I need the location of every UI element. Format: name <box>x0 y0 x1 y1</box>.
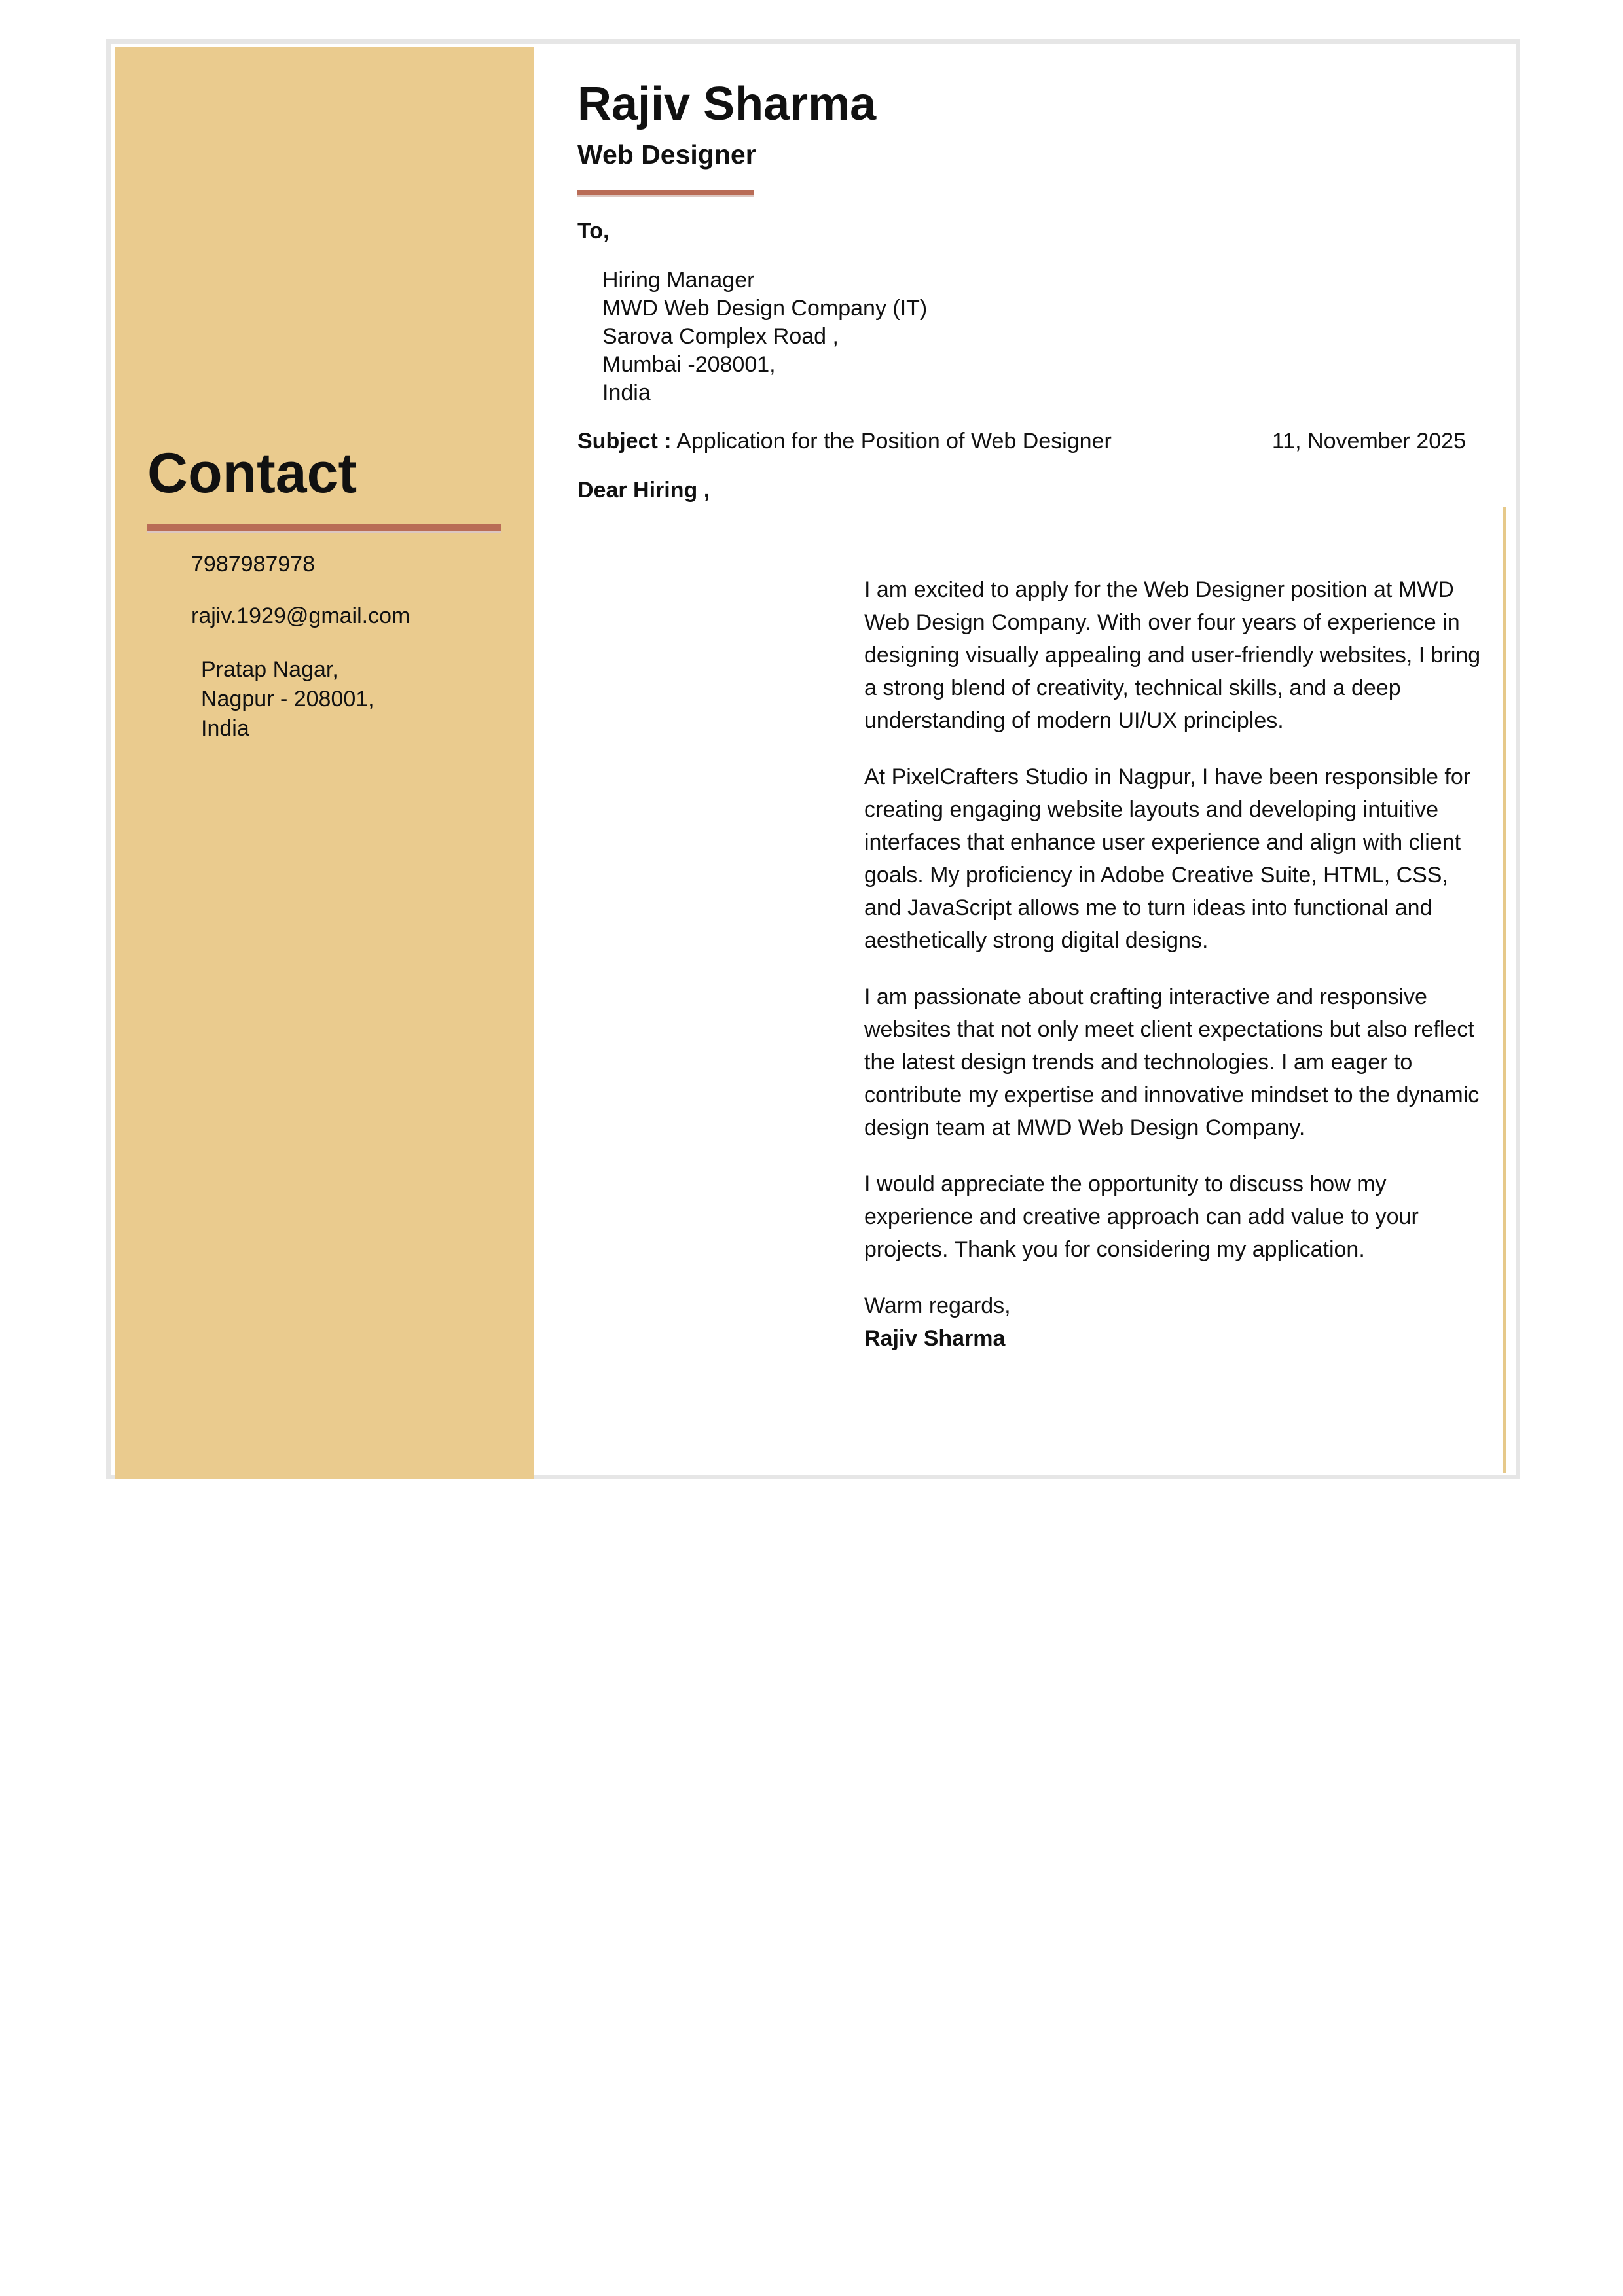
subject-line <box>577 429 1112 454</box>
contact-divider <box>147 524 501 531</box>
accent-line <box>1503 507 1506 1473</box>
contact-email: rajiv.1929@gmail.com <box>191 603 410 628</box>
recipient-line: India <box>602 380 651 405</box>
letter-body <box>864 573 1483 1355</box>
address-line: India <box>201 716 249 741</box>
contact-address <box>201 655 374 744</box>
salutation: Dear Hiring , <box>577 478 710 503</box>
recipient-line: MWD Web Design Company (IT) <box>602 296 928 321</box>
recipient-line: Sarova Complex Road , <box>602 324 839 349</box>
recipient-line: Mumbai -208001, <box>602 352 776 377</box>
to-label: To, <box>577 219 610 243</box>
recipient-address <box>602 266 927 407</box>
body-paragraph: I am excited to apply for the Web Designer position at MWD Web Design Company. With over four years of experience in designing visually appealing and user-friendly websites, I bring a strong blend of creativity, technical skills, and a deep understanding of modern UI/UX principles. <box>864 577 1481 733</box>
body-paragraph: I am passionate about crafting interactive and responsive websites that not only meet client expectations but also reflect the latest design trends and technologies. I am eager to contribute my expertise and innovative mindset to the dynamic design team at MWD Web Design Company. <box>864 984 1480 1140</box>
body-paragraph: At PixelCrafters Studio in Nagpur, I have been responsible for creating engaging website layouts and developing intuitive interfaces that enhance user experience and align with client goals. My proficiency in Adobe Creative Suite, HTML, CSS, and JavaScript allows me to turn ideas into functional and aesthetically strong digital designs. <box>864 764 1471 953</box>
contact-heading: Contact <box>147 442 357 505</box>
closing: Warm regards, <box>864 1293 1011 1318</box>
applicant-name: Rajiv Sharma <box>577 78 877 130</box>
body-paragraph: I would appreciate the opportunity to discuss how my experience and creative approach can add value to your projects. Thank you for considering my application. <box>864 1172 1419 1262</box>
sidebar <box>115 47 534 1479</box>
signature-name: Rajiv Sharma <box>864 1326 1006 1351</box>
contact-phone: 7987987978 <box>191 552 316 577</box>
title-divider <box>577 190 754 195</box>
letter-date: 11, November 2025 <box>1271 429 1466 454</box>
subject-label: Subject : <box>577 429 672 454</box>
address-line: Nagpur - 208001, <box>201 687 374 711</box>
recipient-line: Hiring Manager <box>602 268 755 293</box>
job-title: Web Designer <box>577 139 756 170</box>
subject-text: Application for the Position of Web Designer <box>676 429 1112 454</box>
address-line: Pratap Nagar, <box>201 657 338 682</box>
